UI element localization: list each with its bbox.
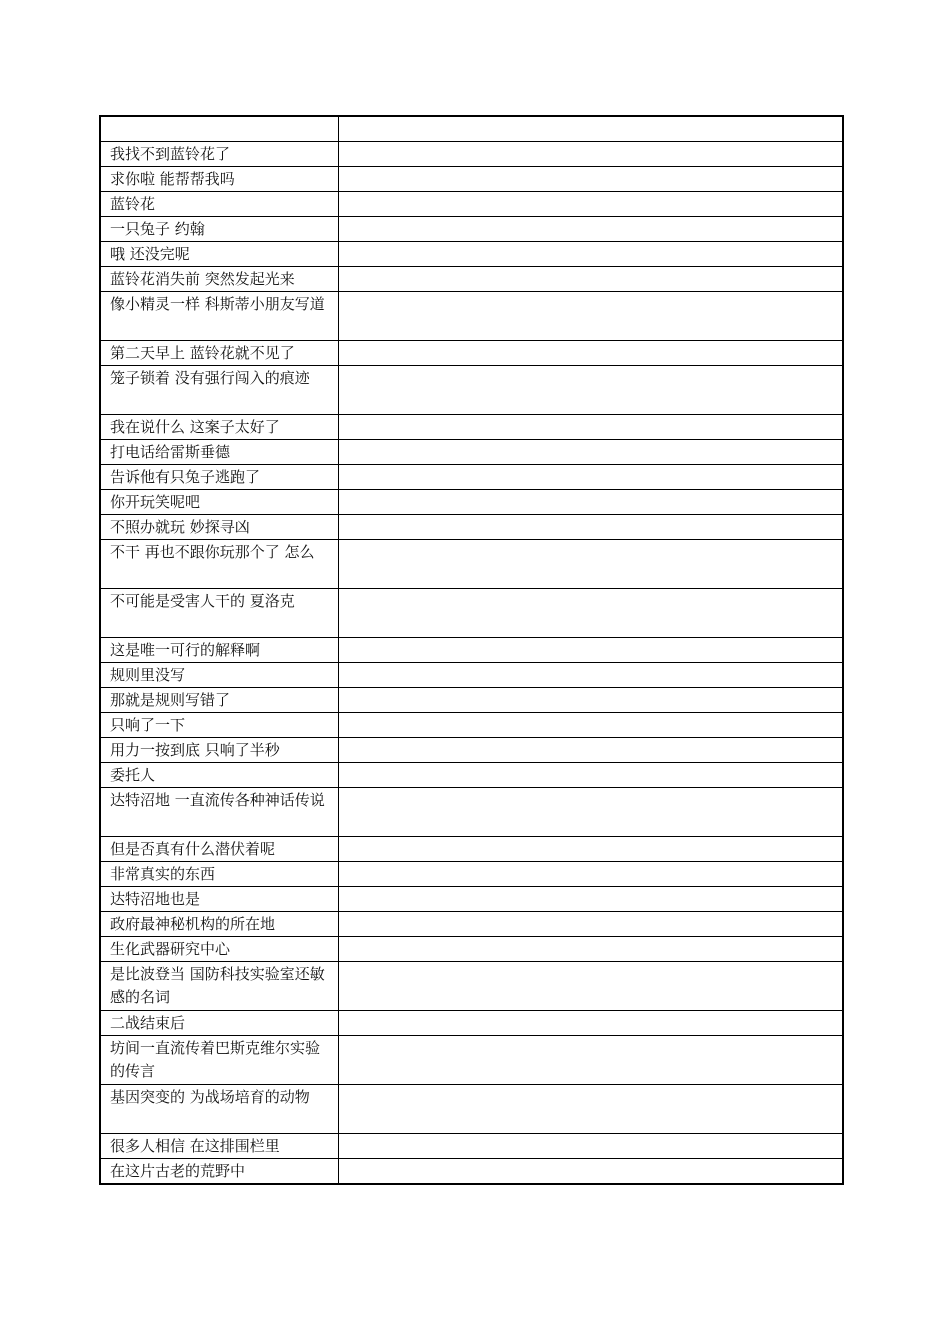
empty-cell xyxy=(338,341,843,366)
empty-cell xyxy=(338,292,843,341)
subtitle-text-cell: 达特沼地也是 xyxy=(100,887,338,912)
empty-cell xyxy=(338,1036,843,1085)
empty-cell xyxy=(338,713,843,738)
empty-cell xyxy=(338,440,843,465)
subtitle-text-cell: 我找不到蓝铃花了 xyxy=(100,142,338,167)
empty-cell xyxy=(338,912,843,937)
empty-cell xyxy=(338,937,843,962)
subtitle-text-cell: 这是唯一可行的解释啊 xyxy=(100,638,338,663)
subtitle-text-cell: 生化武器研究中心 xyxy=(100,937,338,962)
empty-cell xyxy=(338,267,843,292)
empty-cell xyxy=(338,490,843,515)
empty-cell xyxy=(338,1134,843,1159)
empty-cell xyxy=(338,415,843,440)
table-row xyxy=(100,366,843,415)
table-row xyxy=(100,540,843,589)
subtitle-text-cell: 告诉他有只兔子逃跑了 xyxy=(100,465,338,490)
subtitle-text-cell: 第二天早上 蓝铃花就不见了 xyxy=(100,341,338,366)
table-row xyxy=(100,267,843,292)
empty-cell xyxy=(338,738,843,763)
subtitle-text-cell: 二战结束后 xyxy=(100,1011,338,1036)
subtitle-text-cell: 基因突变的 为战场培育的动物 xyxy=(100,1085,338,1134)
table-row xyxy=(100,192,843,217)
table-row xyxy=(100,1011,843,1036)
table-row xyxy=(100,738,843,763)
empty-cell xyxy=(338,638,843,663)
subtitle-text-cell: 只响了一下 xyxy=(100,713,338,738)
table-row xyxy=(100,837,843,862)
subtitle-table xyxy=(99,115,844,1185)
empty-cell xyxy=(338,465,843,490)
table-row xyxy=(100,515,843,540)
table-row xyxy=(100,862,843,887)
subtitle-text-cell: 不可能是受害人干的 夏洛克 xyxy=(100,589,338,638)
table-row xyxy=(100,1159,843,1185)
empty-cell xyxy=(338,192,843,217)
table-row xyxy=(100,962,843,1011)
empty-cell xyxy=(338,862,843,887)
subtitle-text-cell: 坊间一直流传着巴斯克维尔实验的传言 xyxy=(100,1036,338,1085)
subtitle-text-cell: 是比波登当 国防科技实验室还敏感的名词 xyxy=(100,962,338,1011)
table-row xyxy=(100,341,843,366)
subtitle-text-cell: 求你啦 能帮帮我吗 xyxy=(100,167,338,192)
subtitle-text-cell: 你开玩笑呢吧 xyxy=(100,490,338,515)
empty-cell xyxy=(338,366,843,415)
table-row xyxy=(100,440,843,465)
subtitle-text-cell: 很多人相信 在这排围栏里 xyxy=(100,1134,338,1159)
table-row xyxy=(100,688,843,713)
table-row xyxy=(100,887,843,912)
subtitle-text-cell: 蓝铃花消失前 突然发起光来 xyxy=(100,267,338,292)
subtitle-text-cell: 我在说什么 这案子太好了 xyxy=(100,415,338,440)
empty-cell xyxy=(338,788,843,837)
table-row xyxy=(100,1085,843,1134)
empty-cell xyxy=(338,837,843,862)
empty-cell xyxy=(338,1011,843,1036)
empty-cell xyxy=(338,515,843,540)
table-row xyxy=(100,292,843,341)
table-row xyxy=(100,937,843,962)
empty-cell xyxy=(338,167,843,192)
table-row xyxy=(100,589,843,638)
subtitle-text-cell: 一只兔子 约翰 xyxy=(100,217,338,242)
subtitle-text-cell: 打电话给雷斯垂德 xyxy=(100,440,338,465)
empty-cell xyxy=(338,1085,843,1134)
table-row xyxy=(100,490,843,515)
empty-cell xyxy=(338,142,843,167)
subtitle-text-cell: 笼子锁着 没有强行闯入的痕迹 xyxy=(100,366,338,415)
subtitle-text-cell: 不照办就玩 妙探寻凶 xyxy=(100,515,338,540)
empty-cell xyxy=(338,763,843,788)
table-row xyxy=(100,912,843,937)
table-row xyxy=(100,663,843,688)
subtitle-text-cell: 规则里没写 xyxy=(100,663,338,688)
table-row xyxy=(100,415,843,440)
subtitle-table-body xyxy=(100,116,843,1184)
table-row xyxy=(100,763,843,788)
table-row xyxy=(100,1134,843,1159)
subtitle-text-cell: 但是否真有什么潜伏着呢 xyxy=(100,837,338,862)
subtitle-text-cell: 蓝铃花 xyxy=(100,192,338,217)
empty-cell xyxy=(338,962,843,1011)
subtitle-text-cell: 达特沼地 一直流传各种神话传说 xyxy=(100,788,338,837)
subtitle-text-cell: 政府最神秘机构的所在地 xyxy=(100,912,338,937)
table-row xyxy=(100,788,843,837)
subtitle-text-cell: 用力一按到底 只响了半秒 xyxy=(100,738,338,763)
empty-cell xyxy=(338,887,843,912)
empty-cell xyxy=(338,217,843,242)
header-cell-left xyxy=(100,116,338,142)
empty-cell xyxy=(338,1159,843,1185)
table-row xyxy=(100,142,843,167)
table-row xyxy=(100,1036,843,1085)
table-row xyxy=(100,217,843,242)
table-row xyxy=(100,713,843,738)
empty-cell xyxy=(338,688,843,713)
empty-cell xyxy=(338,540,843,589)
empty-cell xyxy=(338,663,843,688)
subtitle-text-cell: 非常真实的东西 xyxy=(100,862,338,887)
subtitle-text-cell: 不干 再也不跟你玩那个了 怎么 xyxy=(100,540,338,589)
empty-cell xyxy=(338,589,843,638)
table-row xyxy=(100,242,843,267)
empty-cell xyxy=(338,242,843,267)
table-row xyxy=(100,167,843,192)
subtitle-text-cell: 像小精灵一样 科斯蒂小朋友写道 xyxy=(100,292,338,341)
table-row xyxy=(100,465,843,490)
subtitle-text-cell: 那就是规则写错了 xyxy=(100,688,338,713)
table-row xyxy=(100,638,843,663)
subtitle-text-cell: 委托人 xyxy=(100,763,338,788)
subtitle-text-cell: 在这片古老的荒野中 xyxy=(100,1159,338,1185)
header-cell-right xyxy=(338,116,843,142)
table-header-row xyxy=(100,116,843,142)
subtitle-text-cell: 哦 还没完呢 xyxy=(100,242,338,267)
